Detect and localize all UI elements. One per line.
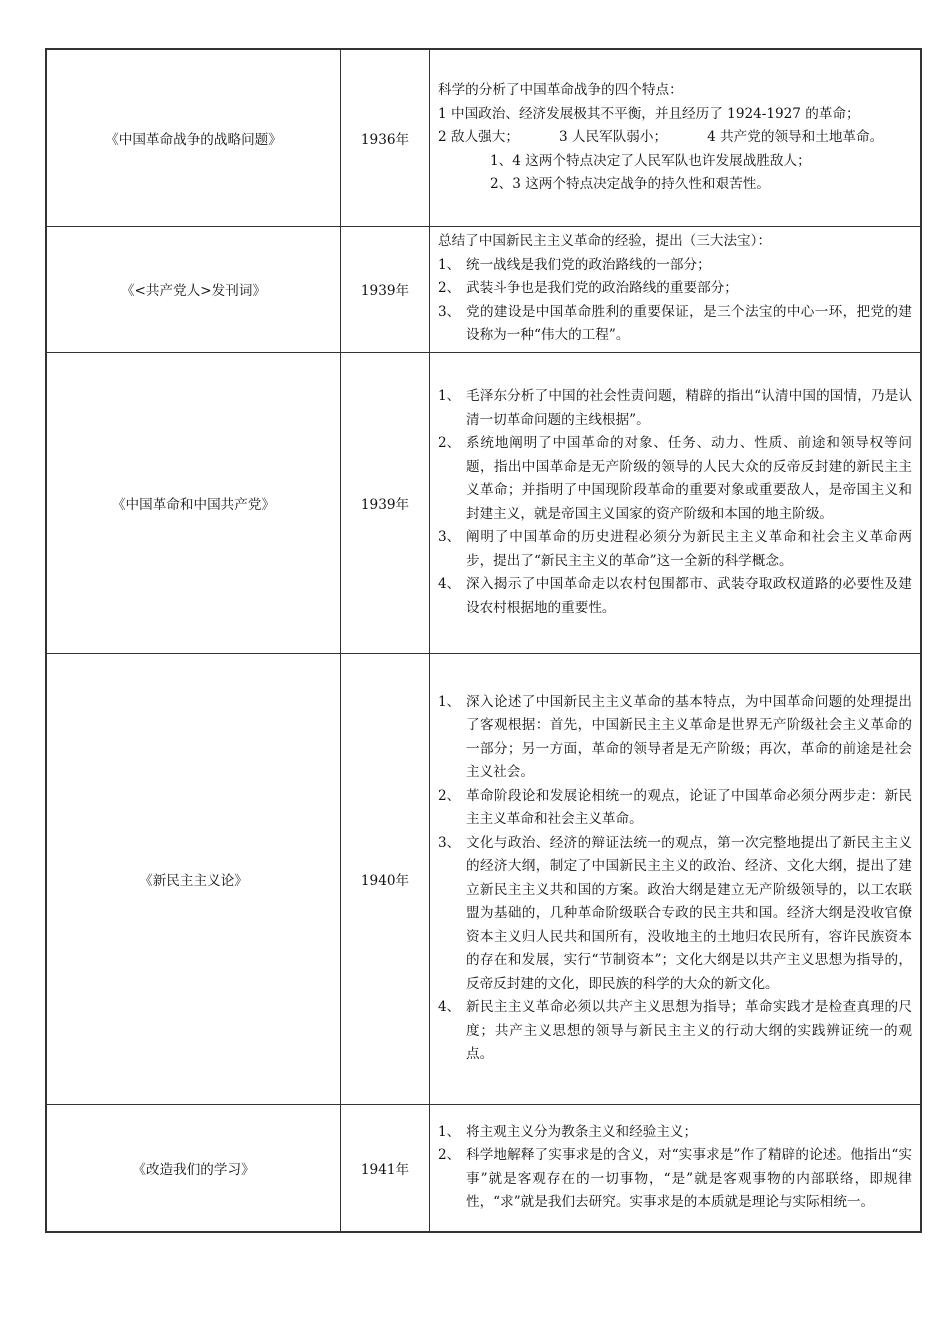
list-item [438, 277, 912, 301]
work-content [430, 1104, 922, 1232]
list-item [438, 996, 912, 1067]
work-title: 《中国革命和中国共产党》 [46, 352, 341, 653]
work-content [430, 653, 922, 1104]
item-text: 阐明了中国革命的历史进程必须分为新民主主义革命和社会主义革命两步，提出了“新民主主义的革命”这一全新的科学概念。 [466, 529, 912, 569]
item-text: 新民主主义革命必须以共产主义思想为指导；革命实践才是检查真理的尺度；共产主义思想的领导与新民主主义的行动大纲的实践辨证统一的观点。 [466, 999, 912, 1062]
item-number: 2、 [438, 435, 461, 451]
item-number: 2、 [438, 1147, 461, 1164]
content-point: 4 共产党的领导和土地革命。 [707, 129, 884, 145]
item-number: 1、 [438, 1123, 461, 1140]
item-number: 1、 [438, 256, 461, 273]
work-content [430, 49, 922, 226]
item-text: 武装斗争也是我们党的政治路线的重要部分； [466, 280, 738, 297]
content-intro: 科学的分析了中国革命战争的四个特点： [438, 82, 683, 98]
work-title: 《新民主主义论》 [46, 653, 341, 1104]
content-intro: 总结了中国新民主主义革命的经验，提出（三大法宝）： [438, 233, 772, 250]
item-text: 统一战线是我们党的政治路线的一部分； [466, 256, 711, 273]
item-text: 科学地解释了实事求是的含义，对“实事求是”作了精辟的论述。他指出“实事”就是客观存在的一切事物，“是”就是客观事物的内部联络，即规律性，“求”就是我们去研究。实事求是的本质就是理论与实际相统一。 [466, 1147, 912, 1211]
item-number: 1、 [438, 388, 461, 404]
content-subpoint: 1、4 这两个特点决定了人民军队也许发展战胜敌人； [490, 152, 811, 169]
content-subpoint: 2、3 这两个特点决定战争的持久性和艰苦性。 [490, 176, 770, 192]
item-text: 将主观主义分为教条主义和经验主义； [466, 1123, 698, 1140]
item-text: 党的建设是中国革命胜利的重要保证，是三个法宝的中心一环，把党的建设称为一种“伟大的工程”。 [466, 303, 912, 344]
list-item [438, 526, 912, 573]
list-item [438, 785, 912, 832]
work-content [430, 352, 922, 653]
item-text: 深入揭示了中国革命走以农村包围都市、武装夺取政权道路的必要性及建设农村根据地的重要性。 [466, 576, 912, 616]
list-item [438, 573, 912, 620]
work-title: 《中国革命战争的战略问题》 [46, 49, 341, 226]
list-item [438, 254, 912, 278]
work-year: 1939年 [341, 352, 430, 653]
list-item [438, 691, 912, 785]
table-row [46, 352, 921, 653]
list-item [438, 1121, 912, 1145]
table-row [46, 1104, 921, 1232]
work-year: 1936年 [341, 49, 430, 226]
work-year: 1940年 [341, 653, 430, 1104]
work-title: 《改造我们的学习》 [46, 1104, 341, 1232]
item-number: 4、 [438, 999, 461, 1015]
content-paragraph [438, 126, 912, 150]
list-item [438, 832, 912, 997]
item-text: 深入论述了中国新民主主义革命的基本特点，为中国革命问题的处理提出了客观根据：首先，中国新民主主义革命是世界无产阶级社会主义革命的一部分；另一方面，革命的领导者是无产阶级；再次，革命的前途是社会主义社会。 [466, 693, 912, 780]
list-item [438, 385, 912, 432]
item-text: 毛泽东分析了中国的社会性责问题，精辟的指出“认清中国的国情，乃是认清一切革命问题的主线根据”。 [466, 388, 912, 428]
table-row [46, 226, 921, 352]
item-text: 文化与政治、经济的辩证法统一的观点，第一次完整地提出了新民主主义的经济大纲，制定了中国新民主主义的政治、经济、文化大纲，提出了建立新民主主义共和国的方案。政治大纲是建立无产阶级领导的，以工农联盟为基础的，几种革命阶级联合专政的民主共和国。经济大纲是没收官僚资本主义归人民共和国所有，没收地主的土地归农民所有，容许民族资本的存在和发展，实行“节制资本”；文化大纲是以共产主义思想为指导的，反帝反封建的文化，即民族的科学的大众的新文化。 [466, 834, 912, 992]
content-point: 3 人民军队弱小； [558, 129, 668, 145]
table-row [46, 49, 921, 226]
item-number: 2、 [438, 280, 461, 297]
content-point: 2 敌人强大； [438, 129, 519, 145]
list-item [438, 1144, 912, 1215]
item-number: 3、 [438, 529, 461, 545]
work-year: 1941年 [341, 1104, 430, 1232]
item-number: 3、 [438, 303, 461, 320]
document-table [45, 48, 922, 1233]
item-text: 系统地阐明了中国革命的对象、任务、动力、性质、前途和领导权等问题，指出中国革命是无产阶级的领导的人民大众的反帝反封建的新民主主义革命；并指明了中国现阶段革命的重要对象或重要敌人，是帝国主义和封建主义，就是帝国主义国家的资产阶级和本国的地主阶级。 [466, 435, 912, 522]
item-number: 2、 [438, 787, 461, 804]
item-number: 4、 [438, 576, 461, 592]
list-item [438, 432, 912, 526]
item-number: 3、 [438, 834, 461, 851]
work-title: 《<共产党人>发刊词》 [46, 226, 341, 352]
content-paragraph: 1 中国政治、经济发展极其不平衡，并且经历了 1924-1927 的革命； [438, 105, 860, 122]
work-year: 1939年 [341, 226, 430, 352]
list-item [438, 301, 912, 348]
table-row [46, 653, 921, 1104]
work-content [430, 226, 922, 352]
item-text: 革命阶段论和发展论相统一的观点，论证了中国革命必须分两步走：新民主主义革命和社会主义革命。 [466, 787, 912, 827]
item-number: 1、 [438, 693, 461, 710]
